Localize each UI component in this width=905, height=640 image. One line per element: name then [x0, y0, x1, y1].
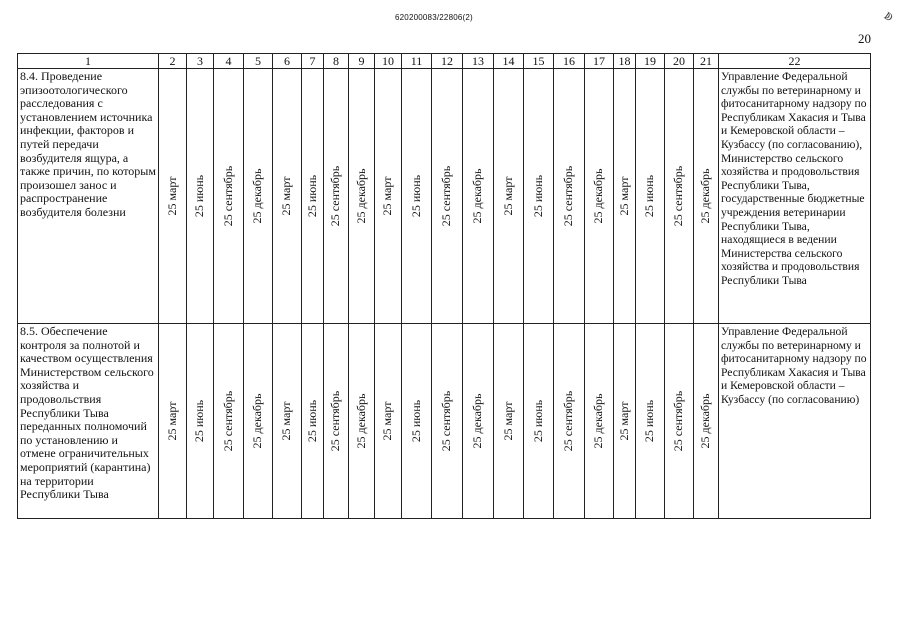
deadline-cell	[463, 324, 494, 519]
deadline-date: 25 июнь	[642, 174, 657, 218]
column-number: 16	[554, 54, 585, 69]
column-number: 7	[302, 54, 324, 69]
deadline-date: 25 декабрь	[698, 168, 713, 224]
deadline-cell	[614, 69, 636, 324]
column-number: 22	[719, 54, 871, 69]
deadline-cell	[402, 69, 432, 324]
deadline-cell	[214, 69, 244, 324]
deadline-cell	[187, 324, 214, 519]
deadline-date: 25 март	[616, 401, 631, 441]
deadline-cell	[375, 324, 402, 519]
column-number: 17	[585, 54, 614, 69]
deadline-cell	[694, 324, 719, 519]
column-number: 12	[432, 54, 463, 69]
deadline-date: 25 июнь	[408, 174, 423, 218]
deadline-date: 25 декабрь	[698, 393, 713, 449]
column-number: 10	[375, 54, 402, 69]
deadline-cell	[463, 69, 494, 324]
deadline-cell	[214, 324, 244, 519]
column-number: 3	[187, 54, 214, 69]
deadline-cell	[324, 69, 349, 324]
deadline-cell	[187, 69, 214, 324]
deadline-date: 25 декабрь	[591, 168, 606, 224]
deadline-date: 25 декабрь	[470, 393, 485, 449]
responsible-party: Управление Федеральной службы по ветеринарному и фитосанитарному надзору по Республикам Хакасия и Тыва и Кемеровской области – Кузбассу (по согласованию), Министерство сельского хозяйства и продовольствия Республики Тыва, государственные бюджетные учреждения ветеринарии Республики Тыва, находящиеся в ведении Министерства сельского хозяйства и продовольствия Республики Тыва	[719, 69, 871, 324]
task-description: 8.4. Проведение эпизоотологического расследования с установлением источника инфекции, факторов и путей передачи возбудителя ящура, а также причин, по которым произошел занос и распространение возбудителя болезни	[18, 69, 159, 324]
deadline-date: 25 декабрь	[353, 168, 368, 224]
deadline-date: 25 март	[500, 401, 515, 441]
deadline-cell	[244, 324, 273, 519]
deadline-date: 25 декабрь	[591, 393, 606, 449]
column-number: 21	[694, 54, 719, 69]
deadline-date: 25 март	[380, 176, 395, 216]
deadline-cell	[273, 324, 302, 519]
deadline-cell	[349, 324, 375, 519]
deadline-date: 25 март	[616, 176, 631, 216]
column-number: 1	[18, 54, 159, 69]
deadline-date: 25 сентябрь	[439, 165, 454, 227]
deadline-date: 25 сентябрь	[561, 390, 576, 452]
deadline-date: 25 март	[164, 401, 179, 441]
deadline-cell	[302, 324, 324, 519]
deadline-date: 25 июнь	[530, 174, 545, 218]
deadline-cell	[159, 69, 187, 324]
column-number: 2	[159, 54, 187, 69]
deadline-cell	[432, 69, 463, 324]
deadline-cell	[302, 69, 324, 324]
deadline-date: 25 июнь	[304, 174, 319, 218]
column-number: 15	[524, 54, 554, 69]
deadline-cell	[585, 69, 614, 324]
schedule-table	[17, 53, 871, 519]
column-number: 13	[463, 54, 494, 69]
deadline-cell	[585, 324, 614, 519]
deadline-date: 25 сентябрь	[220, 165, 235, 227]
column-number: 11	[402, 54, 432, 69]
deadline-date: 25 июнь	[192, 399, 207, 443]
deadline-cell	[375, 69, 402, 324]
deadline-cell	[524, 324, 554, 519]
column-number-row	[18, 54, 871, 69]
deadline-cell	[402, 324, 432, 519]
deadline-cell	[665, 69, 694, 324]
column-number: 5	[244, 54, 273, 69]
table-row	[18, 324, 871, 519]
deadline-cell	[273, 69, 302, 324]
deadline-date: 25 декабрь	[470, 168, 485, 224]
column-number: 14	[494, 54, 524, 69]
deadline-cell	[324, 324, 349, 519]
deadline-date: 25 июнь	[304, 399, 319, 443]
deadline-date: 25 сентябрь	[439, 390, 454, 452]
deadline-date: 25 июнь	[192, 174, 207, 218]
column-number: 20	[665, 54, 694, 69]
column-number: 4	[214, 54, 244, 69]
deadline-date: 25 июнь	[642, 399, 657, 443]
deadline-date: 25 декабрь	[250, 393, 265, 449]
deadline-cell	[636, 324, 665, 519]
handwritten-mark: ↁ	[881, 10, 895, 25]
deadline-cell	[432, 324, 463, 519]
deadline-date: 25 июнь	[408, 399, 423, 443]
deadline-date: 25 сентябрь	[220, 390, 235, 452]
deadline-cell	[494, 69, 524, 324]
deadline-cell	[636, 69, 665, 324]
deadline-cell	[694, 69, 719, 324]
deadline-date: 25 сентябрь	[561, 165, 576, 227]
task-description: 8.5. Обеспечение контроля за полнотой и качеством осуществления Министерством сельского хозяйства и продовольствия Республики Тыва переданных полномочий по установлению и отмене ограничительных мероприятий (карантина) на территории Республики Тыва	[18, 324, 159, 519]
deadline-date: 25 сентябрь	[328, 165, 343, 227]
deadline-date: 25 декабрь	[353, 393, 368, 449]
deadline-date: 25 сентябрь	[671, 165, 686, 227]
deadline-date: 25 март	[500, 176, 515, 216]
deadline-cell	[554, 69, 585, 324]
deadline-cell	[494, 324, 524, 519]
deadline-cell	[349, 69, 375, 324]
column-number: 19	[636, 54, 665, 69]
deadline-date: 25 сентябрь	[328, 390, 343, 452]
deadline-cell	[244, 69, 273, 324]
table-row	[18, 69, 871, 324]
column-number: 18	[614, 54, 636, 69]
deadline-cell	[524, 69, 554, 324]
deadline-date: 25 июнь	[530, 399, 545, 443]
column-number: 6	[273, 54, 302, 69]
deadline-cell	[665, 324, 694, 519]
page-number: 20	[858, 31, 871, 46]
deadline-date: 25 март	[164, 176, 179, 216]
deadline-cell	[614, 324, 636, 519]
deadline-date: 25 декабрь	[250, 168, 265, 224]
document-id: 620200083/22806(2)	[395, 13, 473, 22]
deadline-cell	[554, 324, 585, 519]
deadline-date: 25 март	[380, 401, 395, 441]
column-number: 9	[349, 54, 375, 69]
responsible-party: Управление Федеральной службы по ветеринарному и фитосанитарному надзору по Республикам Хакасия и Тыва и Кемеровской области – Кузбассу (по согласованию)	[719, 324, 871, 519]
deadline-cell	[159, 324, 187, 519]
deadline-date: 25 сентябрь	[671, 390, 686, 452]
deadline-date: 25 март	[279, 176, 294, 216]
column-number: 8	[324, 54, 349, 69]
deadline-date: 25 март	[279, 401, 294, 441]
